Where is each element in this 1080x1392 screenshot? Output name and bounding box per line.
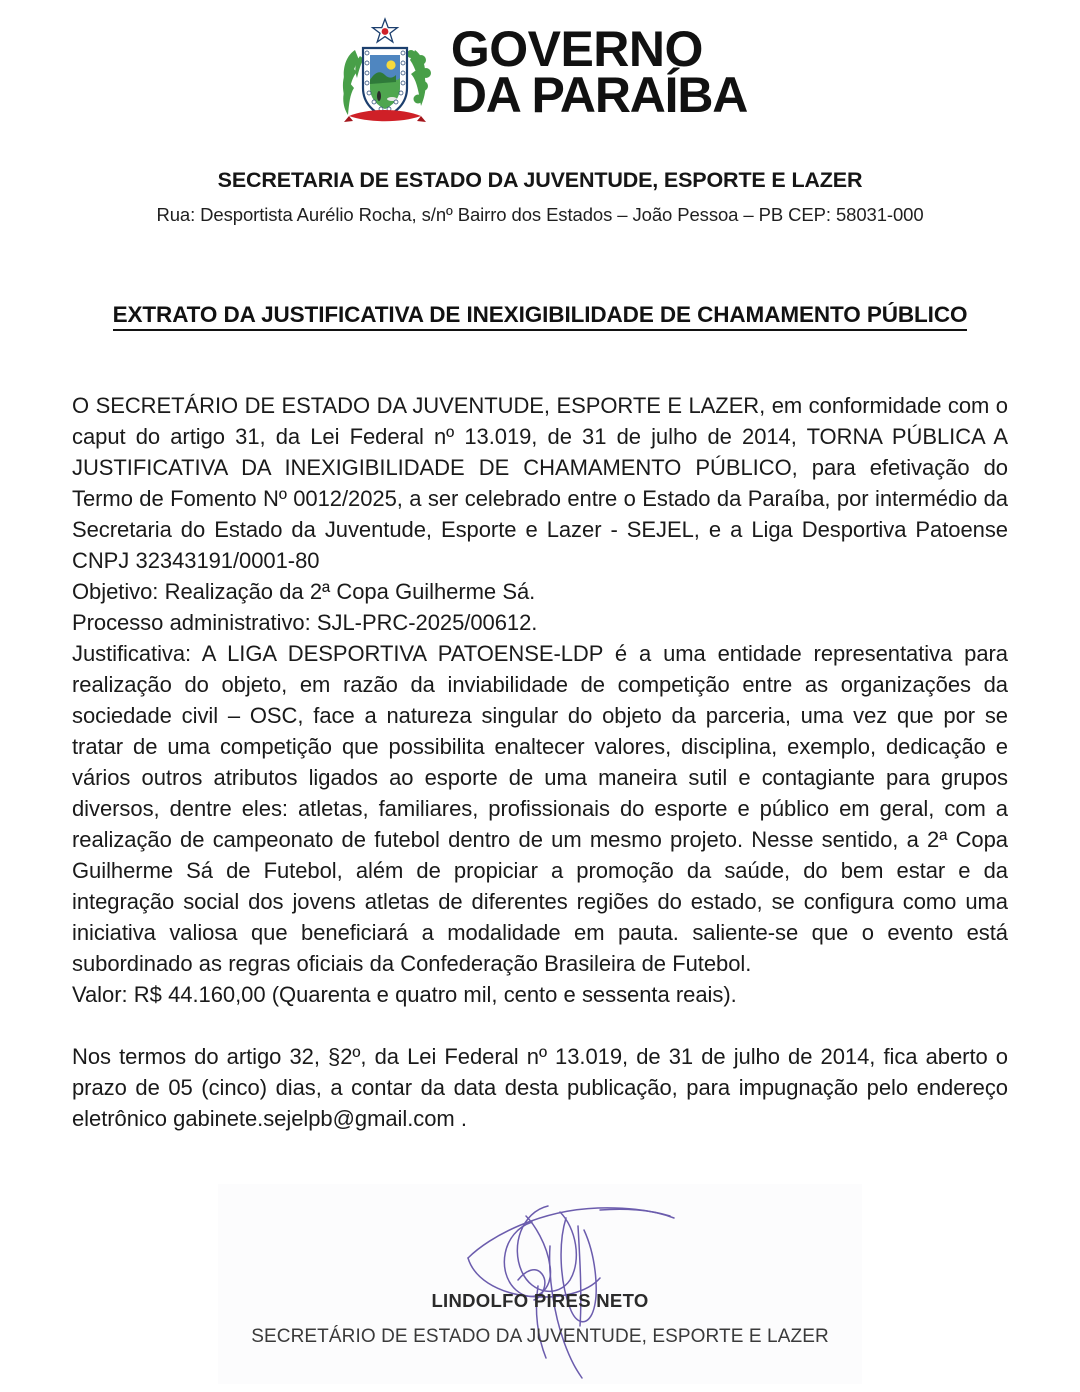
scanned-signature-patch <box>218 1184 862 1384</box>
paragraph-preamble: O SECRETÁRIO DE ESTADO DA JUVENTUDE, ESPORTE E LAZER, em conformidade com o caput do artigo 31, da Lei Federal nº 13.019, de 31 de julho de 2014, TORNA PÚBLICA A JUSTIFICATIVA DA INEXIGIBILIDADE DE CHAMAMENTO PÚBLICO, para efetivação do Termo de Fomento Nº 0012/2025, a ser celebrado entre o Estado da Paraíba, por intermédio da Secretaria do Estado da Juventude, Esporte e Lazer - SEJEL, e a Liga Desportiva Patoense CNPJ 32343191/0001-80 <box>72 393 1008 573</box>
page-title-text: EXTRATO DA JUSTIFICATIVA DE INEXIGIBILIDADE DE CHAMAMENTO PÚBLICO <box>113 302 968 331</box>
paragraph-spacer <box>72 1010 1008 1041</box>
paragraph-impugnacao: Nos termos do artigo 32, §2º, da Lei Federal nº 13.019, de 31 de julho de 2014, fica aberto o prazo de 05 (cinco) dias, a contar da data desta publicação, para impugnação pelo endereço eletrônico gabinete.sejelpb@gmail.com . <box>72 1044 1008 1131</box>
signatory-role: SECRETÁRIO DE ESTADO DA JUVENTUDE, ESPORTE E LAZER <box>251 1326 829 1347</box>
paragraph-objetivo: Objetivo: Realização da 2ª Copa Guilherme Sá. <box>72 579 536 604</box>
document-body <box>72 328 1008 1134</box>
paragraph-justificativa: Justificativa: A LIGA DESPORTIVA PATOENSE-LDP é a uma entidade representativa para realização do objeto, em razão da inviabilidade de competição entre as organizações da sociedade civil – OSC, face a natureza singular do objeto da parceria, uma vez que por se tratar de uma competição que possibilita enaltecer valores, disciplina, exemplo, dedicação e vários outros atributos ligados ao esporte de uma maneira sutil e contagiante para grupos diversos, dentre eles: atletas, familiares, profissionais do esporte e público em geral, com a realização de campeonato de futebol dentro de um mesmo projeto. Nesse sentido, a 2ª Copa Guilherme Sá de Futebol, além de propiciar a promoção da saúde, do bem estar e da integração social dos jovens atletas de diferentes regiões do estado, se configura como uma iniciativa valiosa que beneficiará a modalidade em pauta. saliente-se que o evento está subordinado as regras oficiais da Confederação Brasileira de Futebol. <box>72 641 1008 976</box>
letterhead <box>0 0 1080 226</box>
wordmark-line-1: GOVERNO <box>450 21 703 77</box>
signatory-name: LINDOLFO PIRES NETO <box>431 1290 649 1311</box>
organization-address: Rua: Desportista Aurélio Rocha, s/nº Bairro dos Estados – João Pessoa – PB CEP: 58031-000 <box>156 204 924 225</box>
paragraph-processo: Processo administrativo: SJL-PRC-2025/00612. <box>72 610 538 635</box>
signature-block <box>0 1168 1080 1392</box>
wordmark-line-2: DA PARAÍBA <box>450 67 748 123</box>
organization-name: SECRETARIA DE ESTADO DA JUVENTUDE, ESPORTE E LAZER <box>217 168 863 192</box>
government-wordmark <box>450 21 748 123</box>
paragraph-valor: Valor: R$ 44.160,00 (Quarenta e quatro mil, cento e sessenta reais). <box>72 982 737 1007</box>
government-logo <box>0 14 1080 130</box>
paraiba-coat-of-arms-icon <box>333 16 437 128</box>
page-title <box>0 302 1080 328</box>
